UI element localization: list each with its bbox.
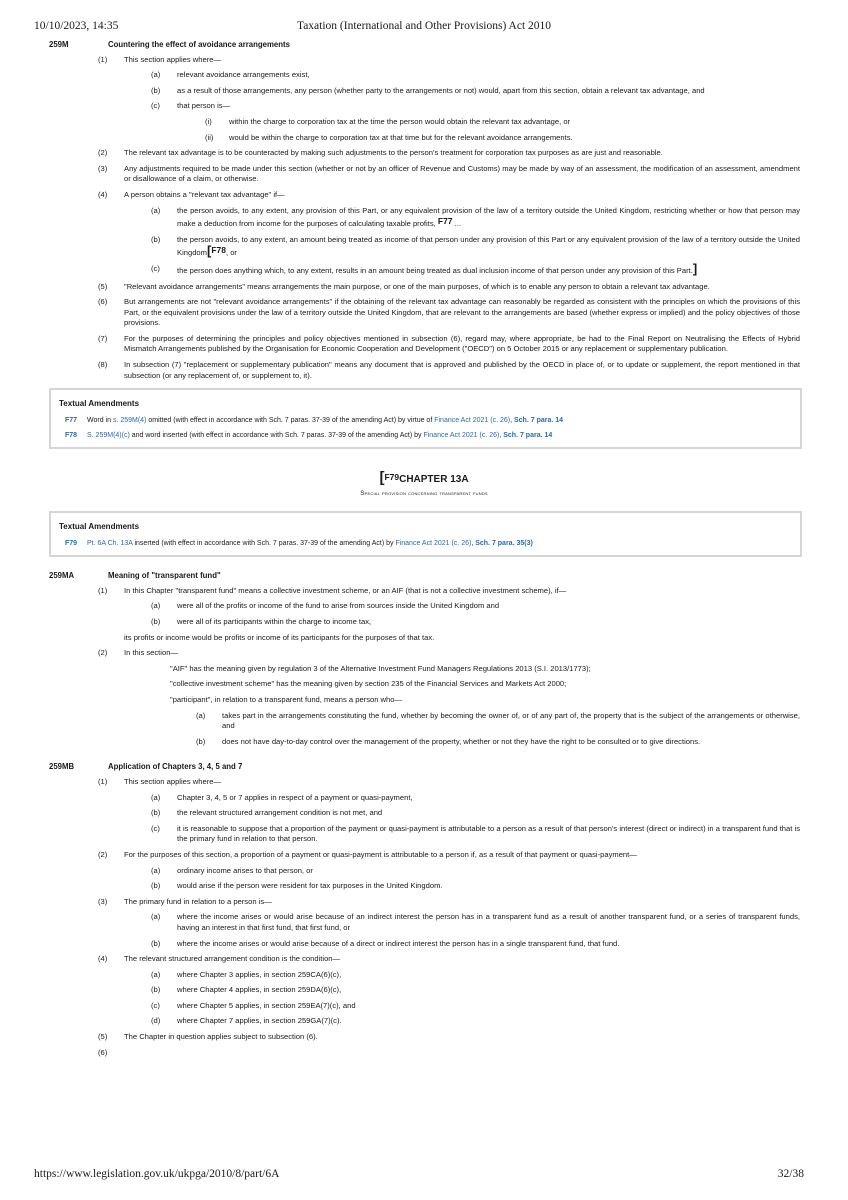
- paragraph: (a) were all of the profits or income of the fund to arise from sources inside the United Kingdom and: [151, 601, 500, 611]
- paragraph: (b) the relevant structured arrangement condition is not met, and: [151, 808, 383, 818]
- textual-amendments-box: [49, 511, 802, 557]
- paragraph: (a) relevant avoidance arrangements exist,: [151, 70, 310, 80]
- paragraph: (b) as a result of those arrangements, any person (whether party to the arrangements or not) would, apart from this section, obtain a relevant tax advantage, and: [151, 85, 705, 95]
- section-number: 259MB: [49, 762, 75, 772]
- definition: "AIF" has the meaning given by regulation 3 of the Alternative Investment Fund Managers Regulations 2013 (S.I. 2013/1773);: [170, 663, 591, 673]
- paragraph: (c) it is reasonable to suppose that a proportion of the payment or quasi-payment is attributable to a person as a result of that person's interest (direct or indirect) in a transparent fund that is the primary fund in relation to that person.: [151, 823, 800, 844]
- section-number: 259M: [49, 40, 69, 49]
- amendment-open-bracket: [: [206, 243, 212, 259]
- subsection: (2) The relevant tax advantage is to be counteracted by making such adjustments to the person's treatment for corporation tax purposes as are just and reasonable.: [98, 148, 663, 158]
- paragraph: (b) where Chapter 4 applies, in section 259DA(6)(c),: [151, 985, 342, 995]
- amendments-title: Textual Amendments: [59, 522, 140, 532]
- legislation-link[interactable]: Pt. 6A Ch. 13A: [87, 540, 133, 548]
- amendment-open-bracket: [: [379, 469, 385, 487]
- page-url: https://www.legislation.gov.uk/ukpga/2010/8/part/6A: [34, 1168, 280, 1180]
- section-259MB: [0, 762, 848, 1063]
- footnote-ref-F78[interactable]: F78: [211, 245, 226, 256]
- paragraph: (c) where Chapter 5 applies, in section 259EA(7)(c), and: [151, 1000, 356, 1010]
- sub-paragraph: (i) within the charge to corporation tax at the time the person would obtain the relevant tax advantage, or: [205, 116, 571, 126]
- paragraph: (a) ordinary income arises to that person, or: [151, 865, 313, 875]
- paragraph: (c) the person does anything which, to any extent, results in an amount being treated as dual inclusion income of that person under any provision of this Part.]: [151, 260, 698, 276]
- print-datetime: 10/10/2023, 14:35: [34, 20, 119, 32]
- amendment-key[interactable]: F79: [65, 540, 78, 548]
- amendment-row: F78 S. 259M(4)(c) and word inserted (with effect in accordance with Sch. 7 paras. 37-39 of the amending Act) by Finance Act 2021 (c. 26), Sch. 7 para. 14: [59, 428, 792, 443]
- definition: "collective investment scheme" has the meaning given by section 235 of the Financial Services and Markets Act 2000;: [170, 679, 567, 689]
- subsection: (4) The relevant structured arrangement condition is the condition—: [98, 954, 341, 964]
- amendment-close-bracket: ]: [692, 260, 698, 276]
- legislation-link[interactable]: S. 259M(4)(c): [87, 432, 130, 440]
- subsection: (1) This section applies where—: [98, 776, 222, 786]
- subsection: (1) In this Chapter "transparent fund" means a collective investment scheme, or an AIF (that is not a collective investment scheme), if—: [98, 585, 567, 595]
- legislation-link[interactable]: Sch. 7 para. 14: [514, 417, 564, 425]
- paragraph: (c) that person is—: [151, 101, 231, 111]
- paragraph: (b) does not have day-to-day control over the management of the property, whether or not they have the right to be consulted or to give directions.: [196, 736, 701, 746]
- section-259MA: [0, 571, 848, 752]
- legislation-link[interactable]: Finance Act 2021 (c. 26): [434, 417, 511, 425]
- subsection: (8) In subsection (7) "replacement or supplementary publication" means any document that is approved and published by the OECD in place of, or to update or supplement, the report mentioned in that subsection (or any replacement of, or supplement to, it).: [98, 360, 800, 380]
- chapter-title: CHAPTER 13A: [399, 474, 469, 486]
- subsection: (1) This section applies where—: [98, 54, 222, 64]
- document-title: Taxation (International and Other Provisions) Act 2010: [296, 20, 552, 32]
- footnote-ref-F77[interactable]: F77: [437, 216, 453, 227]
- legislation-link[interactable]: Finance Act 2021 (c. 26): [423, 432, 500, 440]
- section-259M: [0, 40, 848, 386]
- paragraph: (a) takes part in the arrangements constituting the fund, whether by becoming the owner of, or of any part of, the property that is the subject of the arrangements or otherwise, and: [196, 710, 800, 731]
- legislation-link[interactable]: s. 259M(4): [112, 417, 147, 425]
- subsection: (7) For the purposes of determining the principles and policy objectives mentioned in subsection (6), regard may, where appropriate, be had to the Final Report on Neutralising the Effects of Hybrid Mismatch Arrangements published by the Organisation for Economic Cooperation and Development ("OECD") on 5 October 2015 or any replacement or supplementary publication.: [98, 333, 800, 354]
- subsection: (4) A person obtains a "relevant tax advantage" if—: [98, 189, 285, 199]
- section-title: Meaning of "transparent fund": [108, 571, 221, 581]
- chapter-subtitle: Special provision concerning transparent funds: [360, 490, 488, 498]
- subsection: (3) The primary fund in relation to a person is—: [98, 896, 272, 906]
- section-title: Application of Chapters 3, 4, 5 and 7: [108, 762, 243, 772]
- paragraph: (b) where the income arises or would arise because of a direct or indirect interest the person has in a single transparent fund, that fund.: [151, 938, 620, 948]
- page-footer: [34, 1168, 814, 1182]
- page-header: [34, 20, 814, 34]
- definition: "participant", in relation to a transparent fund, means a person who—: [170, 695, 403, 704]
- paragraph: (b) would arise if the person were resident for tax purposes in the United Kingdom.: [151, 881, 443, 891]
- subsection: (6): [98, 1047, 108, 1057]
- amendment-row: F77 Word in s. 259M(4) omitted (with effect in accordance with Sch. 7 paras. 37-39 of the amending Act) by virtue of Finance Act 2021 (c. 26), Sch. 7 para. 14: [59, 413, 792, 428]
- subsection: (2) In this section—: [98, 648, 179, 658]
- textual-amendments-box: [49, 388, 802, 449]
- paragraph: (d) where Chapter 7 applies, in section 259GA(7)(c).: [151, 1016, 342, 1026]
- amendment-key[interactable]: F78: [65, 432, 78, 440]
- subsection: (5) The Chapter in question applies subject to subsection (6).: [98, 1032, 318, 1042]
- footnote-ref-F79[interactable]: F79: [384, 472, 400, 483]
- chapter-heading: [0, 469, 848, 486]
- subsection: (2) For the purposes of this section, a proportion of a payment or quasi-payment is attributable to a person if, as a result of that payment or quasi-payment—: [98, 849, 637, 859]
- paragraph: (a) the person avoids, to any extent, any provision of this Part, or any equivalent provision of the law of a territory outside the United Kingdom, restricting whether or how that person may make a deduction from income for the purposes of calculating taxable profits, F77 ...: [151, 205, 800, 229]
- amendment-row: F79 Pt. 6A Ch. 13A inserted (with effect in accordance with Sch. 7 paras. 37-39 of the amending Act) by Finance Act 2021 (c. 26), Sch. 7 para. 35(3): [59, 536, 792, 551]
- legislation-link[interactable]: Sch. 7 para. 35(3): [475, 540, 533, 548]
- paragraph: (a) where the income arises or would arise because of an indirect interest the person has in a transparent fund as a result of another transparent fund, or a series of transparent funds, having an interest in that first fund, that first fund, or: [151, 912, 800, 932]
- paragraph: (a) Chapter 3, 4, 5 or 7 applies in respect of a payment or quasi-payment,: [151, 792, 413, 802]
- section-number: 259MA: [49, 571, 75, 581]
- page-number: 32/38: [777, 1168, 804, 1180]
- amendments-title: Textual Amendments: [59, 399, 140, 409]
- legislation-link[interactable]: Sch. 7 para. 14: [503, 432, 553, 440]
- section-title: Countering the effect of avoidance arrangements: [108, 40, 290, 49]
- subsection: (5) "Relevant avoidance arrangements" means arrangements the main purpose, or one of the main purposes, of which is to enable any person to obtain a relevant tax advantage.: [98, 281, 710, 291]
- paragraph: (b) were all of its participants within the charge to income tax,: [151, 617, 372, 627]
- legislation-link[interactable]: Finance Act 2021 (c. 26): [395, 540, 472, 548]
- subsection: (3) Any adjustments required to be made under this section (whether or not by an officer of Revenue and Customs) may be made by way of an assessment, the modification of an assessment, amendment or disallowance of a claim, or otherwise.: [98, 163, 800, 184]
- subsection-continuation: its profits or income would be profits or income of its participants for the purposes of that tax.: [124, 632, 435, 642]
- subsection: (6) But arrangements are not "relevant avoidance arrangements" if the obtaining of the relevant tax advantage can reasonably be regarded as consistent with the principles on which the provisions of this Part, or the equivalent provisions under the law of a territory outside the United Kingdom, that are relevant to the arrangements are based (whether express or implied) and the policy objectives of those provisions.: [98, 297, 800, 328]
- paragraph: (a) where Chapter 3 applies, in section 259CA(6)(c),: [151, 969, 342, 979]
- paragraph: (b) the person avoids, to any extent, an amount being treated as income of that person under any provision of this Part or any equivalent provision of the law of a territory outside the United Kingdom[F78, or: [151, 234, 800, 259]
- document-body: [0, 40, 848, 1063]
- sub-paragraph: (ii) would be within the charge to corporation tax at that time but for the relevant avoidance arrangements.: [205, 132, 573, 142]
- amendment-key[interactable]: F77: [65, 417, 78, 425]
